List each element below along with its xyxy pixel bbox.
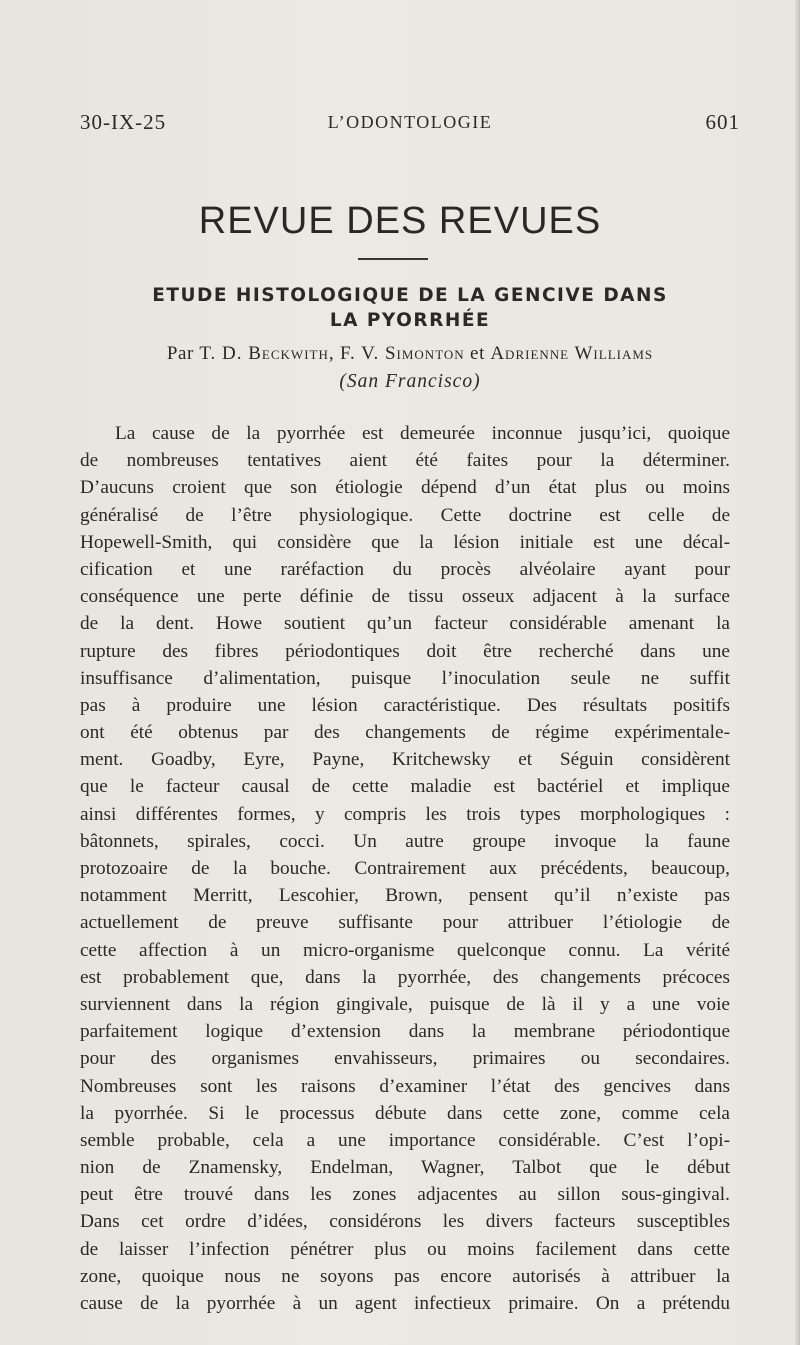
body-line: parfaitement logique d’extension dans la membrane périodontique: [80, 1021, 730, 1043]
article-title-line2: LA PYORRHÉE: [329, 310, 491, 331]
body-line: nion de Znamensky, Endelman, Wagner, Talbot que le début: [80, 1157, 730, 1179]
body-line: insuffisance d’alimentation, puisque l’inoculation seule ne suffit: [80, 667, 730, 689]
body-line: conséquence une perte définie de tissu osseux adjacent à la surface: [80, 586, 730, 608]
body-line: zone, quoique nous ne soyons pas encore autorisés à attribuer la: [80, 1265, 730, 1287]
running-header: [80, 110, 740, 142]
section-title: REVUE DES REVUES: [198, 200, 602, 242]
author-simonton: F. V. Simonton: [339, 343, 465, 364]
body-line: de laisser l’infection pénétrer plus ou moins facilement dans cette: [80, 1238, 730, 1260]
body-line: bâtonnets, spirales, cocci. Un autre groupe invoque la faune: [80, 830, 730, 852]
authors-and: et: [470, 343, 485, 364]
body-line: actuellement de preuve suffisante pour attribuer l’étiologie de: [80, 912, 730, 934]
body-line: est probablement que, dans la pyorrhée, des changements précoces: [80, 966, 730, 988]
article-title: [80, 283, 740, 333]
body-line: notamment Merritt, Lescohier, Brown, pensent qu’il n’existe pas: [80, 885, 730, 907]
body-line: peut être trouvé dans les zones adjacentes au sillon sous-gingival.: [80, 1184, 730, 1206]
author-williams: Adrienne Williams: [490, 343, 654, 364]
body-line: la pyorrhée. Si le processus débute dans cette zone, comme cela: [80, 1102, 730, 1124]
title-rule: [358, 258, 428, 260]
body-line: surviennent dans la région gingivale, puisque de là il y a une voie: [80, 993, 730, 1015]
body-line: Dans cet ordre d’idées, considérons les divers facteurs susceptibles: [80, 1211, 730, 1233]
header-journal: L’ODONTOLOGIE: [327, 112, 493, 132]
body-line: La cause de la pyorrhée est demeurée inconnue jusqu’ici, quoique: [115, 423, 730, 444]
body-line: ainsi différentes formes, y compris les trois types morphologiques :: [80, 803, 730, 825]
body-line: que le facteur causal de cette maladie est bactériel et implique: [80, 776, 730, 798]
body-line: semble probable, cela a une importance considérable. C’est l’opi-: [80, 1129, 730, 1151]
article-authors: [80, 343, 740, 365]
authors-by: Par: [166, 343, 194, 364]
article-place: (San Francisco): [339, 371, 481, 392]
body-line: pas à produire une lésion caractéristique. Des résultats positifs: [80, 694, 730, 716]
article-title-line1: ETUDE HISTOLOGIQUE DE LA GENCIVE DANS: [152, 285, 668, 306]
body-line: cause de la pyorrhée à un agent infectieux primaire. On a prétendu: [80, 1293, 730, 1314]
author-beckwith: T. D. Beckwith,: [199, 343, 335, 364]
body-line: cification et une raréfaction du procès alvéolaire ayant pour: [80, 558, 730, 580]
header-date: 30-IX-25: [80, 110, 167, 134]
body-line: Hopewell-Smith, qui considère que la lésion initiale est une décal-: [80, 531, 730, 553]
header-page-number: 601: [705, 110, 740, 134]
body-line: rupture des fibres périodontiques doit être recherché dans une: [80, 640, 730, 662]
body-line: pour des organismes envahisseurs, primaires ou secondaires.: [80, 1048, 730, 1070]
body-line: protozoaire de la bouche. Contrairement aux précédents, beaucoup,: [80, 858, 730, 879]
body-line: Nombreuses sont les raisons d’examiner l’état des gencives dans: [80, 1075, 730, 1097]
body-line: de nombreuses tentatives aient été faites pour la déterminer.: [80, 450, 730, 472]
body-line: ont été obtenus par des changements de régime expérimentale-: [80, 722, 730, 744]
body-line: ment. Goadby, Eyre, Payne, Kritchewsky et Séguin considèrent: [80, 749, 730, 771]
article-body: [80, 420, 730, 1317]
body-line: de la dent. Howe soutient qu’un facteur considérable amenant la: [80, 613, 730, 635]
body-line: généralisé de l’être physiologique. Cette doctrine est celle de: [80, 504, 730, 526]
body-line: D’aucuns croient que son étiologie dépend d’un état plus ou moins: [80, 477, 730, 499]
body-line: cette affection à un micro-organisme quelconque connu. La vérité: [80, 939, 730, 961]
